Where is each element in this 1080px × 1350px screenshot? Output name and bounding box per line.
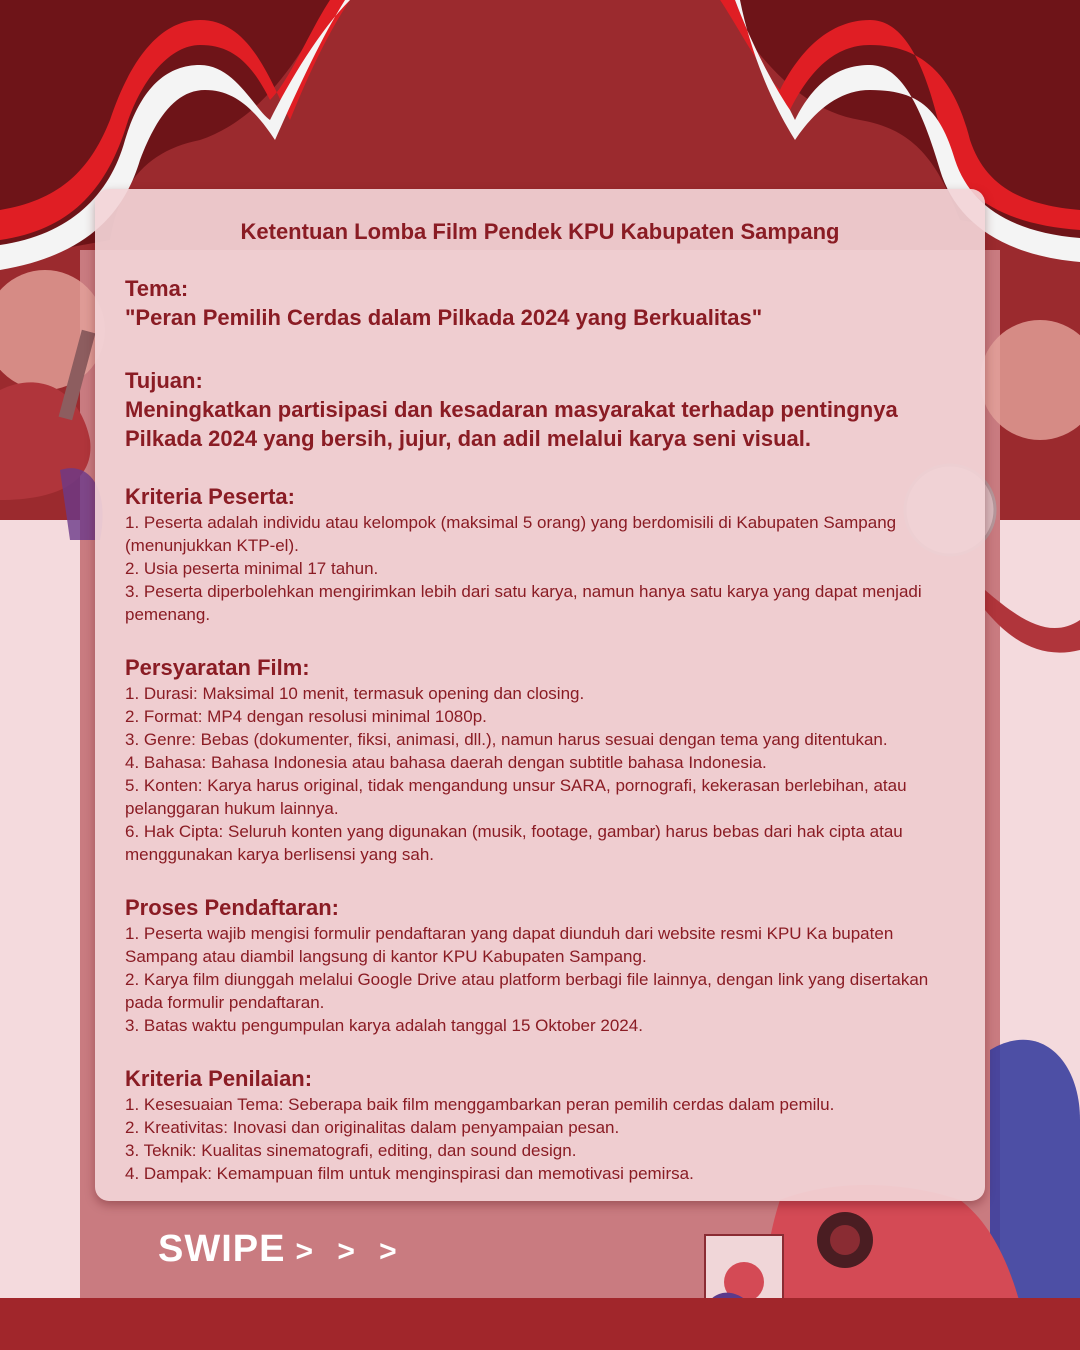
list-item: 5. Konten: Karya harus original, tidak mengandung unsur SARA, pornografi, kekerasan berlebihan, atau pelanggaran hukum lainnya. xyxy=(125,776,907,818)
proses-pendaftaran-list xyxy=(125,922,955,1037)
list-item: 2. Usia peserta minimal 17 tahun. xyxy=(125,559,379,578)
list-item: 1. Peserta adalah individu atau kelompok (maksimal 5 orang) yang berdomisili di Kabupaten Sampang (menunjukkan KTP-el). xyxy=(125,513,897,555)
list-item: 4. Dampak: Kemampuan film untuk menginspirasi dan memotivasi pemirsa. xyxy=(125,1164,694,1183)
proses-pendaftaran-heading: Proses Pendaftaran: xyxy=(125,895,339,920)
persyaratan-film-heading: Persyaratan Film: xyxy=(125,655,310,680)
list-item: 3. Batas waktu pengumpulan karya adalah tanggal 15 Oktober 2024. xyxy=(125,1016,643,1035)
swipe-indicator[interactable] xyxy=(158,1228,405,1271)
swipe-label: SWIPE xyxy=(158,1228,286,1270)
list-item: 2. Kreativitas: Inovasi dan originalitas dalam penyampaian pesan. xyxy=(125,1118,620,1137)
kriteria-peserta-heading: Kriteria Peserta: xyxy=(125,484,295,509)
list-item: 2. Format: MP4 dengan resolusi minimal 1080p. xyxy=(125,707,487,726)
list-item: 3. Peserta diperbolehkan mengirimkan lebih dari satu karya, namun hanya satu karya yang dapat menjadi pemenang. xyxy=(125,582,922,624)
list-item: 1. Peserta wajib mengisi formulir pendaftaran yang dapat diunduh dari website resmi KPU Ka bupaten Sampang atau diambil langsung di kantor KPU Kabupaten Sampang. xyxy=(125,924,894,966)
kriteria-peserta-list xyxy=(125,511,955,626)
tema-value: "Peran Pemilih Cerdas dalam Pilkada 2024 yang Berkualitas" xyxy=(125,305,763,330)
tujuan-heading: Tujuan: xyxy=(125,368,203,393)
list-item: 4. Bahasa: Bahasa Indonesia atau bahasa daerah dengan subtitle bahasa Indonesia. xyxy=(125,753,767,772)
list-item: 1. Kesesuaian Tema: Seberapa baik film menggambarkan peran pemilih cerdas dalam pemilu. xyxy=(125,1095,835,1114)
list-item: 1. Durasi: Maksimal 10 menit, termasuk opening dan closing. xyxy=(125,684,585,703)
content-card xyxy=(95,189,985,1201)
tujuan-value: Meningkatkan partisipasi dan kesadaran masyarakat terhadap pentingnya Pilkada 2024 yang bersih, jujur, dan adil melalui karya seni visual. xyxy=(125,397,898,451)
kriteria-penilaian-heading: Kriteria Penilaian: xyxy=(125,1066,313,1091)
bottom-band xyxy=(0,1298,1080,1350)
list-item: 3. Teknik: Kualitas sinematografi, editing, dan sound design. xyxy=(125,1141,577,1160)
kriteria-penilaian-list xyxy=(125,1093,955,1185)
chevron-right-icon: > > > xyxy=(295,1235,405,1268)
list-item: 6. Hak Cipta: Seluruh konten yang digunakan (musik, footage, gambar) harus bebas dari hak cipta atau menggunakan karya berlisensi yang sah. xyxy=(125,822,903,864)
persyaratan-film-list xyxy=(125,682,955,866)
tema-heading: Tema: xyxy=(125,276,189,301)
page-title: Ketentuan Lomba Film Pendek KPU Kabupaten Sampang xyxy=(240,219,840,244)
list-item: 2. Karya film diunggah melalui Google Drive atau platform berbagi file lainnya, dengan link yang disertakan pada formulir pendaftaran. xyxy=(125,970,929,1012)
list-item: 3. Genre: Bebas (dokumenter, fiksi, animasi, dll.), namun harus sesuai dengan tema yang ditentukan. xyxy=(125,730,888,749)
